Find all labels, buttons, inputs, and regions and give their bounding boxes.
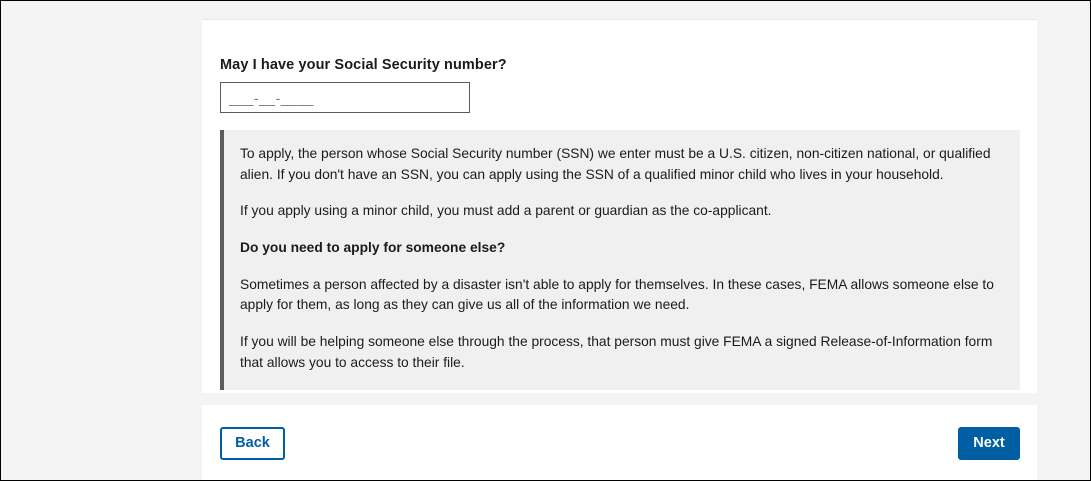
right-gutter: [1037, 1, 1091, 481]
back-button[interactable]: Back: [220, 427, 285, 460]
ssn-question-card: [202, 19, 1037, 393]
info-paragraph: To apply, the person whose Social Security number (SSN) we enter must be a U.S. citizen, non-citizen national, or qualified alien. If you don't have an SSN, you can apply using the SSN of a qualified minor child who lives in your household.: [240, 146, 991, 182]
page-title: May I have your Social Security number?: [220, 57, 507, 73]
left-gutter: [1, 1, 202, 481]
info-paragraph: If you will be helping someone else through the process, that person must give FEMA a signed Release-of-Information form that allows you to access to their file.: [240, 334, 993, 370]
next-button[interactable]: Next: [958, 427, 1020, 460]
ssn-info-box: [220, 130, 1020, 390]
info-paragraph: Sometimes a person affected by a disaster isn't able to apply for themselves. In these cases, FEMA allows someone else to apply for them, as long as they can give us all of the information we need.: [240, 276, 994, 313]
ssn-input[interactable]: [220, 82, 470, 113]
info-heading: Do you need to apply for someone else?: [240, 240, 506, 256]
info-paragraph: If you apply using a minor child, you must add a parent or guardian as the co-applicant.: [240, 203, 772, 219]
page-canvas: [1, 1, 1091, 481]
navigation-card: [202, 405, 1037, 480]
